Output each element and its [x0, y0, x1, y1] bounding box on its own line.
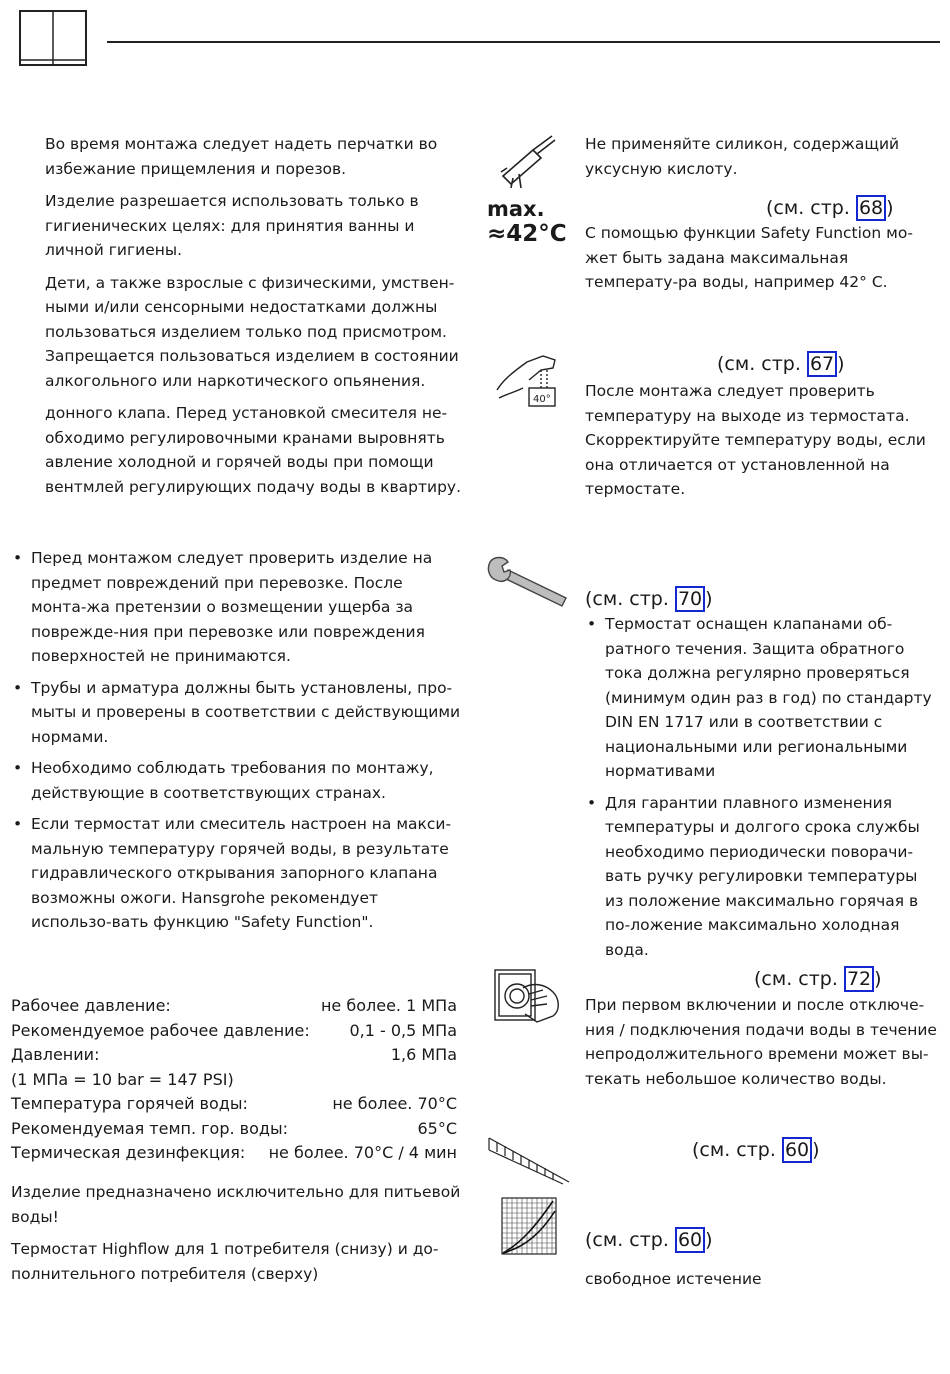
- spec-label: Рабочее давление:: [11, 996, 171, 1015]
- flow-text: свободное истечение: [585, 1270, 762, 1288]
- spec-label: Термическая дезинфекция:: [11, 1143, 246, 1162]
- ref-prefix: (см. стр.: [754, 968, 844, 990]
- spec-label: Рекомендуемая темп. гор. воды:: [11, 1118, 288, 1138]
- ref-suffix: ): [705, 588, 713, 610]
- safety-paragraph: Во время монтажа следует надеть перчатки во избежание прищемления и порезов.: [45, 135, 438, 178]
- ref-prefix: (см. стр.: [692, 1139, 782, 1161]
- page-link[interactable]: 70: [675, 586, 705, 612]
- note-paragraph: Термостат Highflow для 1 потребителя (снизу) и до-полнительного потребителя (сверху): [11, 1240, 439, 1283]
- ref-suffix: ): [705, 1229, 713, 1251]
- page-reference: [754, 967, 882, 991]
- hand-thermometer-icon: [493, 350, 565, 416]
- hand-dial-icon: [493, 966, 565, 1028]
- spec-label: Давлении:: [11, 1045, 100, 1064]
- page-reference: [717, 352, 845, 376]
- note-paragraph: Изделие предназначено исключительно для питьевой воды!: [11, 1183, 461, 1226]
- check-temp-text: После монтажа следует проверить температуру на выходе из термостата. Скорректируйте температуру воды, если она отличается от установленной на термостате.: [585, 382, 926, 498]
- maintenance-bullet: • Для гарантии плавного изменения температуры и долгого срока службы необходимо периодически поворачи-вать ручку регулировки температуры из положение максимально горячая в по-ложение максимально холодная вода.: [585, 791, 937, 963]
- maintenance-bullet: • Термостат оснащен клапанами об-ратного течения. Защита обратного тока должна регулярно проверяться (минимум один раз в год) по стандарту DIN EN 1717 или в соответствии с национальными или региональными нормативами: [585, 612, 937, 784]
- wrench-icon: [486, 556, 570, 612]
- ref-prefix: (см. стр.: [766, 197, 856, 219]
- spec-row: [11, 1019, 457, 1044]
- page-link[interactable]: 60: [675, 1227, 705, 1253]
- install-bullet: • Перед монтажом следует проверить изделие на предмет повреждений при перевозке. После монта-жа претензии о возмещении ущерба за поврежде-ния при перевозке или повреждения поверхностей не принимаются.: [11, 546, 463, 669]
- spec-value: 0,1 - 0,5 МПа: [349, 1020, 457, 1040]
- header-rule: [107, 41, 940, 43]
- maintenance-section: [585, 612, 937, 969]
- page-link[interactable]: 68: [856, 195, 886, 221]
- max-label: max.: [487, 197, 545, 221]
- page-reference: [692, 1138, 820, 1162]
- ref-suffix: ): [886, 197, 894, 219]
- spec-value: не более. 70°C: [332, 1094, 457, 1113]
- spec-row: [11, 1141, 457, 1166]
- ref-suffix: ): [812, 1139, 820, 1161]
- thermo-label: 40°: [533, 394, 551, 405]
- dimension-drawing-icon: [487, 1136, 571, 1190]
- ref-suffix: ): [874, 968, 882, 990]
- page-reference: [585, 1228, 713, 1252]
- install-bullet: • Необходимо соблюдать требования по монтажу, действующие в соответствующих странах.: [11, 756, 463, 805]
- spec-label: Рекомендуемое рабочее давление:: [11, 1020, 310, 1040]
- flow-diagram-icon: [501, 1197, 557, 1259]
- max-temp-label: ≈42°C: [487, 221, 567, 247]
- spec-row: [11, 1092, 457, 1117]
- page-reference: [766, 196, 894, 220]
- ref-suffix: ): [837, 353, 845, 375]
- max-temp-text: С помощью функции Safety Function мо-жет быть задана максимальная температу-ра воды, например 42° С.: [585, 224, 913, 291]
- safety-paragraph: Изделие разрешается использовать только в гигиенических целях: для принятия ванны и личной гигиены.: [45, 192, 419, 259]
- spec-label: Температура горячей воды:: [11, 1094, 248, 1113]
- safety-paragraph: донного клапа. Перед установкой смесителя не-обходимо регулировочными кранами выровнять авление холодной и горячей воды при помощи вентмлей регулирующих подачу воды в квартиру.: [45, 404, 462, 496]
- safety-paragraph: Дети, а также взрослые с физическими, умствен-ными и/или сенсорными недостатками должны пользоваться изделием только под присмотром. Запрещается пользоваться изделием в состоянии алкогольного или наркотического опьянения.: [45, 273, 459, 390]
- first-use-text: При первом включении и после отключе-ния / подключения подачи воды в течение непродолжительного времени может вы-текать небольшое количество воды.: [585, 996, 937, 1088]
- spec-row: [11, 994, 457, 1019]
- install-section: [11, 546, 463, 942]
- page-reference: [585, 587, 713, 611]
- ref-prefix: (см. стр.: [717, 353, 807, 375]
- spec-row: [11, 1043, 457, 1068]
- safety-section: [45, 132, 465, 507]
- open-book-icon: [19, 10, 87, 70]
- spec-value: не более. 70°C / 4 мин: [268, 1143, 457, 1162]
- install-bullet: • Трубы и арматура должны быть установлены, про-мыты и проверены в соответствии с действующими нормами.: [11, 676, 463, 750]
- specs-table: [11, 994, 457, 1166]
- silicone-text: Не применяйте силикон, содержащий уксусную кислоту.: [585, 135, 900, 178]
- spec-row: [11, 1117, 457, 1142]
- ref-prefix: (см. стр.: [585, 588, 675, 610]
- silicone-gun-icon: [497, 132, 559, 194]
- ref-prefix: (см. стр.: [585, 1229, 675, 1251]
- page-link[interactable]: 60: [782, 1137, 812, 1163]
- notes-section: [11, 1180, 461, 1294]
- spec-value: 1,6 МПа: [390, 1045, 457, 1064]
- spec-row: [11, 1068, 457, 1093]
- install-bullet: • Если термостат или смеситель настроен на макси-мальную температуру горячей воды, в результате гидравлического открывания запорного клапана возможны ожоги. Hansgrohe рекомендует использо-вать функцию "Safety Function".: [11, 812, 463, 935]
- spec-label: (1 МПа = 10 bar = 147 PSI): [11, 1069, 234, 1089]
- spec-value: 65°C: [417, 1118, 457, 1138]
- spec-value: не более. 1 МПа: [320, 996, 457, 1015]
- page-link[interactable]: 67: [807, 351, 837, 377]
- page-link[interactable]: 72: [844, 966, 874, 992]
